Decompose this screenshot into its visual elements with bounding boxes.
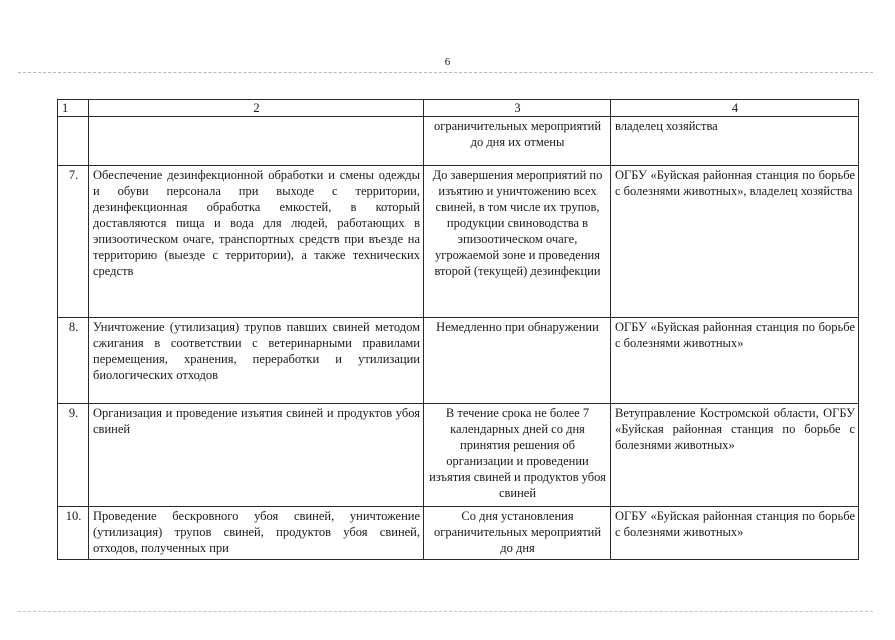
row-action: Организация и проведение изъятия свиней и продуктов убоя свиней — [89, 404, 424, 507]
row-responsible: Ветуправление Костромской области, ОГБУ «Буйская районная станция по борьбе с болезнями животных» — [611, 404, 859, 507]
table-row — [58, 166, 859, 318]
row-number — [58, 117, 89, 166]
row-action: Уничтожение (утилизация) трупов павших свиней методом сжигания в соответствии с ветеринарными правилами перемещения, хранения, переработки и утилизации биологических отходов — [89, 318, 424, 404]
footer-divider — [18, 611, 873, 612]
row-term: До завершения мероприятий по изъятию и уничтожению всех свиней, в том числе их трупов, продукции свиноводства в эпизоотическом очаге, угрожаемой зоне и проведения второй (текущей) дезинфекции — [424, 166, 611, 318]
row-action: Обеспечение дезинфекционной обработки и смены одежды и обуви персонала при выходе с территории, дезинфекционная обработка емкостей, в который доставляются пища и вода для людей, работающих в эпизоотическом очаге, транспортных средств при въезде на территорию (выезде с территории), а также технических средств — [89, 166, 424, 318]
row-responsible: ОГБУ «Буйская районная станция по борьбе с болезнями животных» — [611, 318, 859, 404]
row-term: Со дня установления ограничительных мероприятий до дня — [424, 507, 611, 560]
measures-table — [57, 99, 859, 560]
row-action: Проведение бескровного убоя свиней, уничтожение (утилизация) трупов свиней, продуктов убоя свиней, отходов, полученных при — [89, 507, 424, 560]
table-header-row — [58, 100, 859, 117]
row-responsible: ОГБУ «Буйская районная станция по борьбе с болезнями животных» — [611, 507, 859, 560]
column-header-action: 2 — [89, 100, 424, 117]
row-responsible: ОГБУ «Буйская районная станция по борьбе с болезнями животных», владелец хозяйства — [611, 166, 859, 318]
header-divider — [18, 72, 873, 73]
row-term: Немедленно при обнаружении — [424, 318, 611, 404]
row-term: ограничительных мероприятий до дня их отмены — [424, 117, 611, 166]
column-header-number: 1 — [58, 100, 89, 117]
table-row — [58, 117, 859, 166]
row-number: 10. — [58, 507, 89, 560]
row-action — [89, 117, 424, 166]
row-term: В течение срока не более 7 календарных дней со дня принятия решения об организации и проведении изъятия свиней и продуктов убоя свиней — [424, 404, 611, 507]
table-row — [58, 318, 859, 404]
table-row — [58, 507, 859, 560]
column-header-term: 3 — [424, 100, 611, 117]
page-number: 6 — [444, 56, 451, 68]
table-row — [58, 404, 859, 507]
row-number: 9. — [58, 404, 89, 507]
row-number: 7. — [58, 166, 89, 318]
column-header-responsible: 4 — [611, 100, 859, 117]
row-number: 8. — [58, 318, 89, 404]
row-responsible: владелец хозяйства — [611, 117, 859, 166]
